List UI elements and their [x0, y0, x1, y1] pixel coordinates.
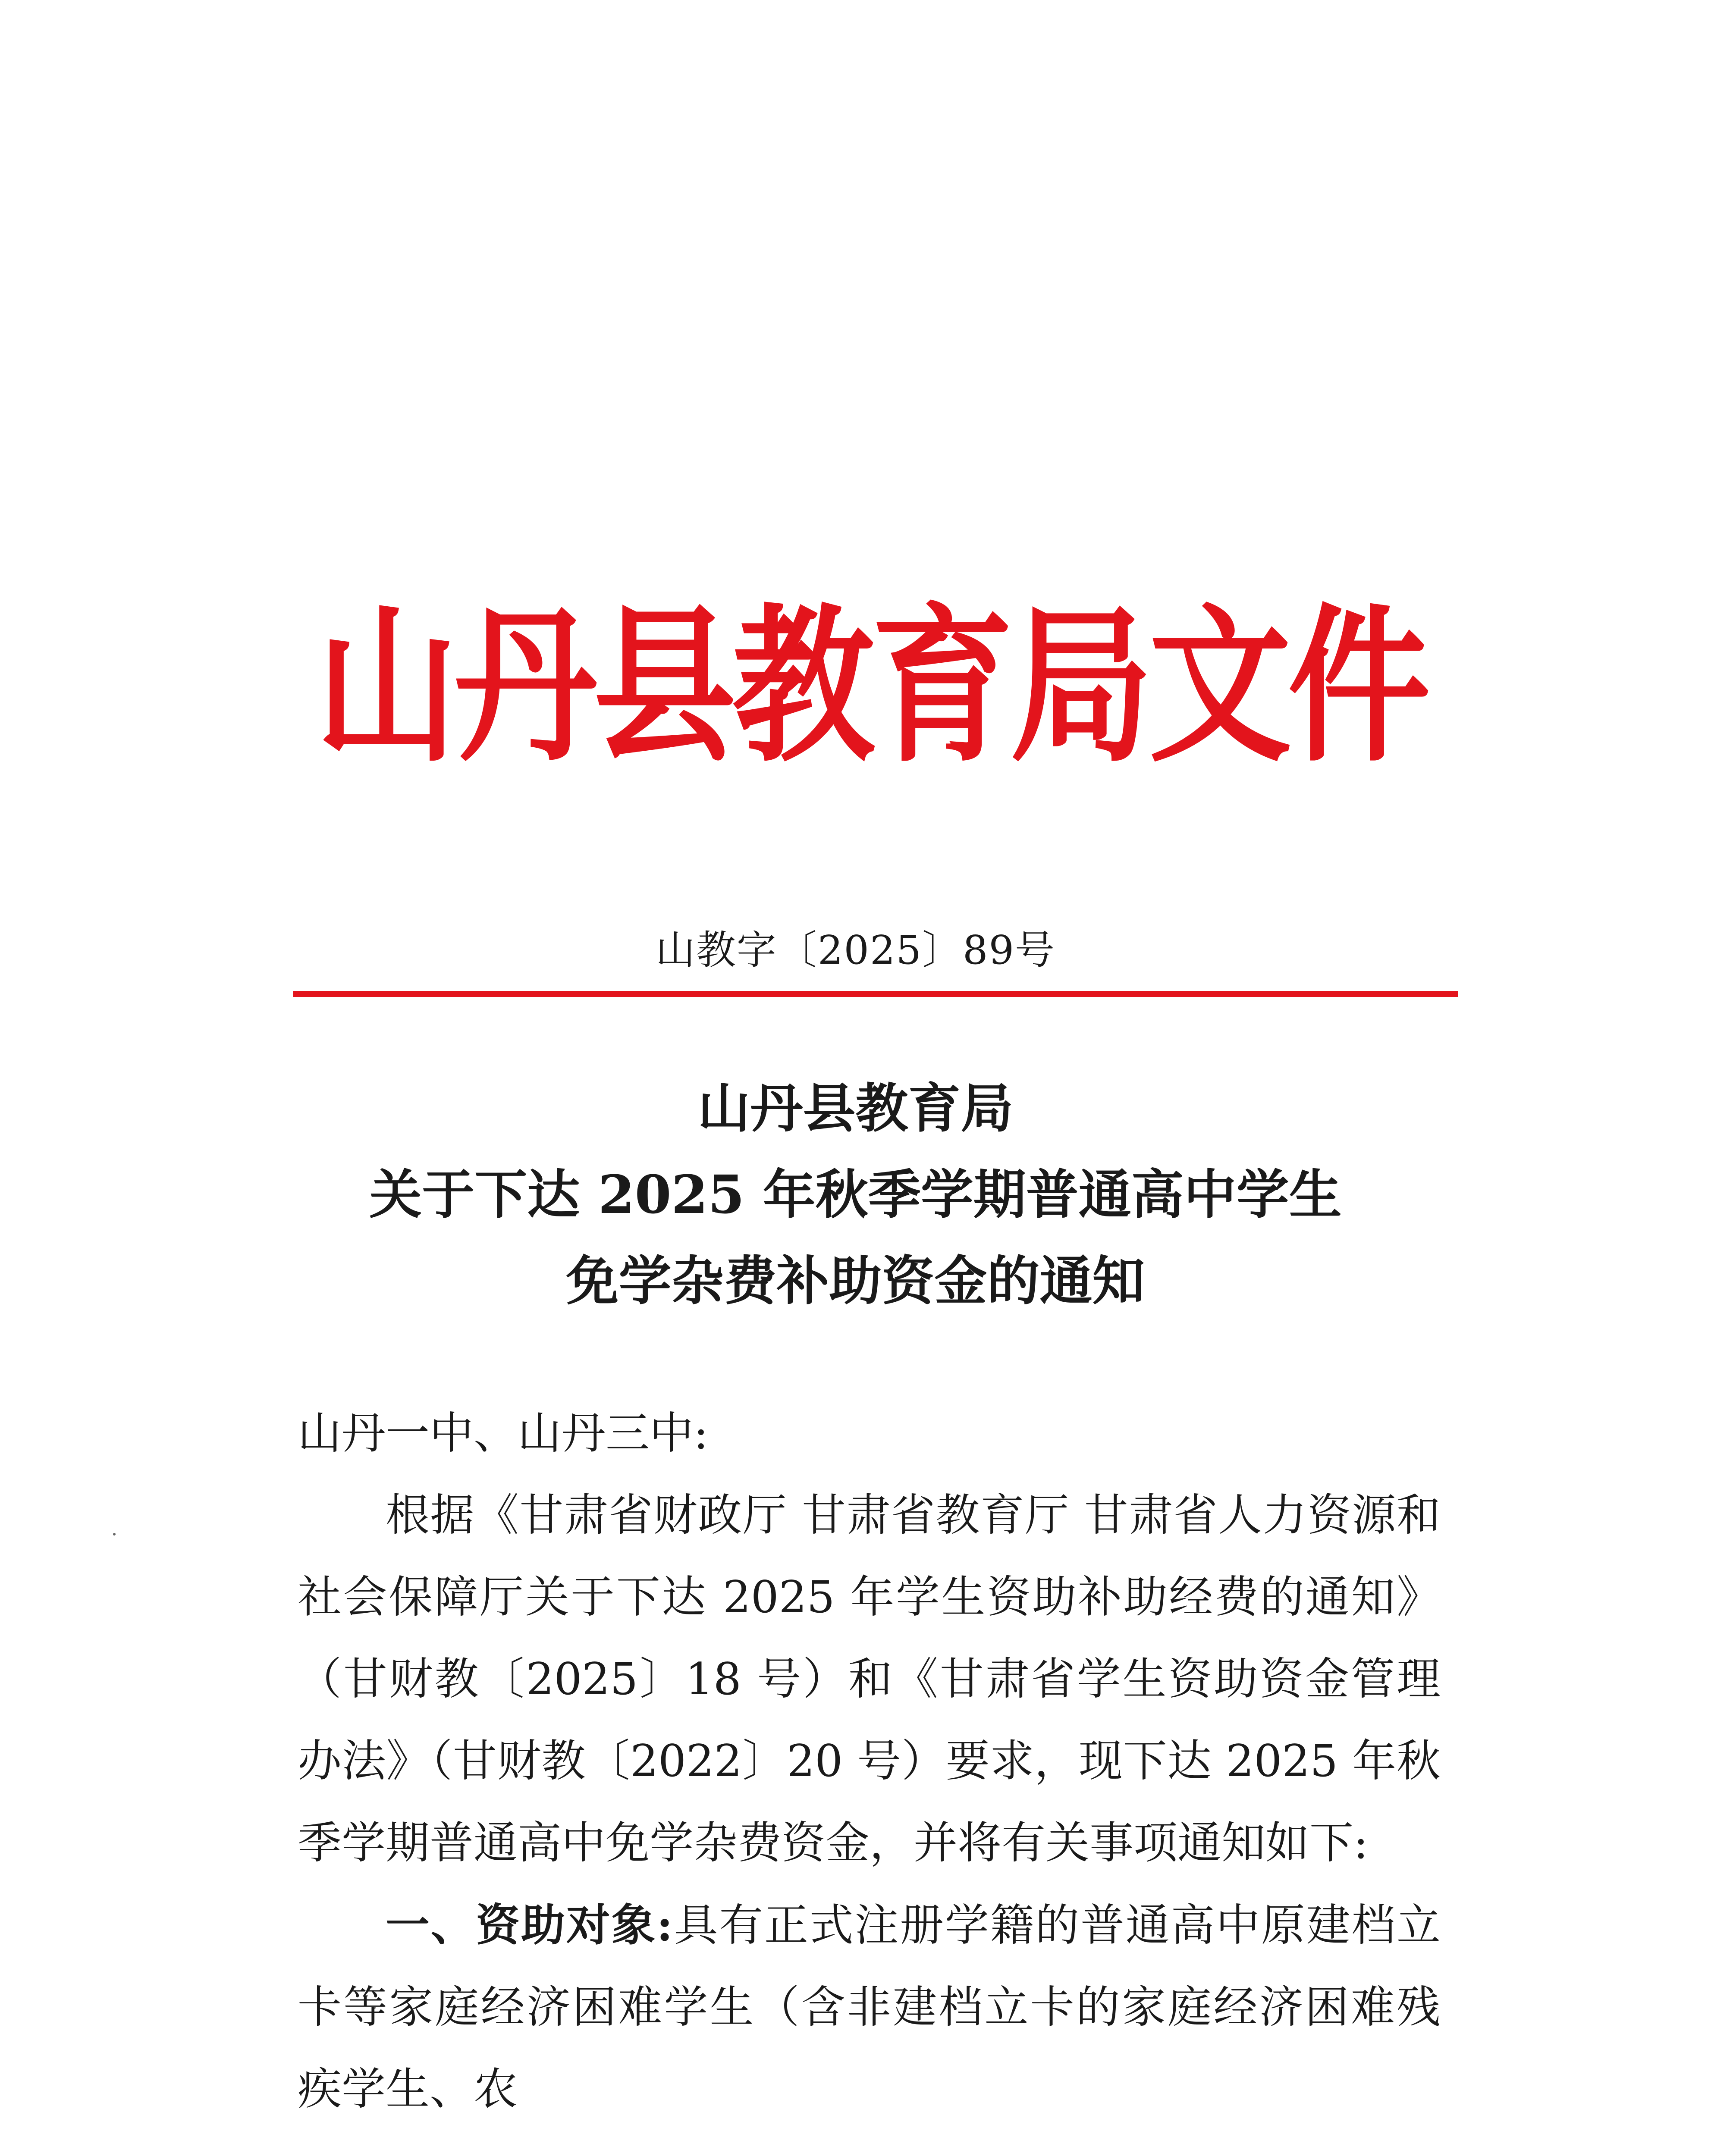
- section-1-heading: 一、资助对象:: [386, 1899, 673, 1951]
- document-number: 山教字〔2025〕89号: [655, 927, 1056, 973]
- red-divider-line: [293, 991, 1458, 997]
- notice-title: [0, 1065, 1711, 1324]
- scan-speck: [113, 1533, 116, 1536]
- section-1: [298, 1884, 1441, 2131]
- notice-body: [298, 1393, 1441, 2131]
- masthead-title: 山丹县教育局文件: [316, 587, 1427, 785]
- salutation: 山丹一中、山丹三中:: [298, 1408, 709, 1459]
- title-line-3: 免学杂费补助资金的通知: [566, 1250, 1145, 1312]
- title-line-1: 山丹县教育局: [697, 1077, 1014, 1139]
- title-line-2: 关于下达 2025 年秋季学期普通高中学生: [369, 1163, 1342, 1225]
- paragraph-basis: 根据《甘肃省财政厅 甘肃省教育厅 甘肃省人力资源和社会保障厅关于下达 2025 年学生资助补助经费的通知》（甘财教〔2025〕18 号）和《甘肃省学生资助资金管理办法》（甘财教〔2022〕20 号）要求，现下达 2025 年秋季学期普通高中免学杂费资金，并将有关事项通知如下:: [298, 1490, 1441, 1869]
- section-1-text: 具有正式注册学籍的普通高中原建档立卡等家庭经济困难学生（含非建档立卡的家庭经济困难残疾学生、农: [298, 1900, 1441, 2115]
